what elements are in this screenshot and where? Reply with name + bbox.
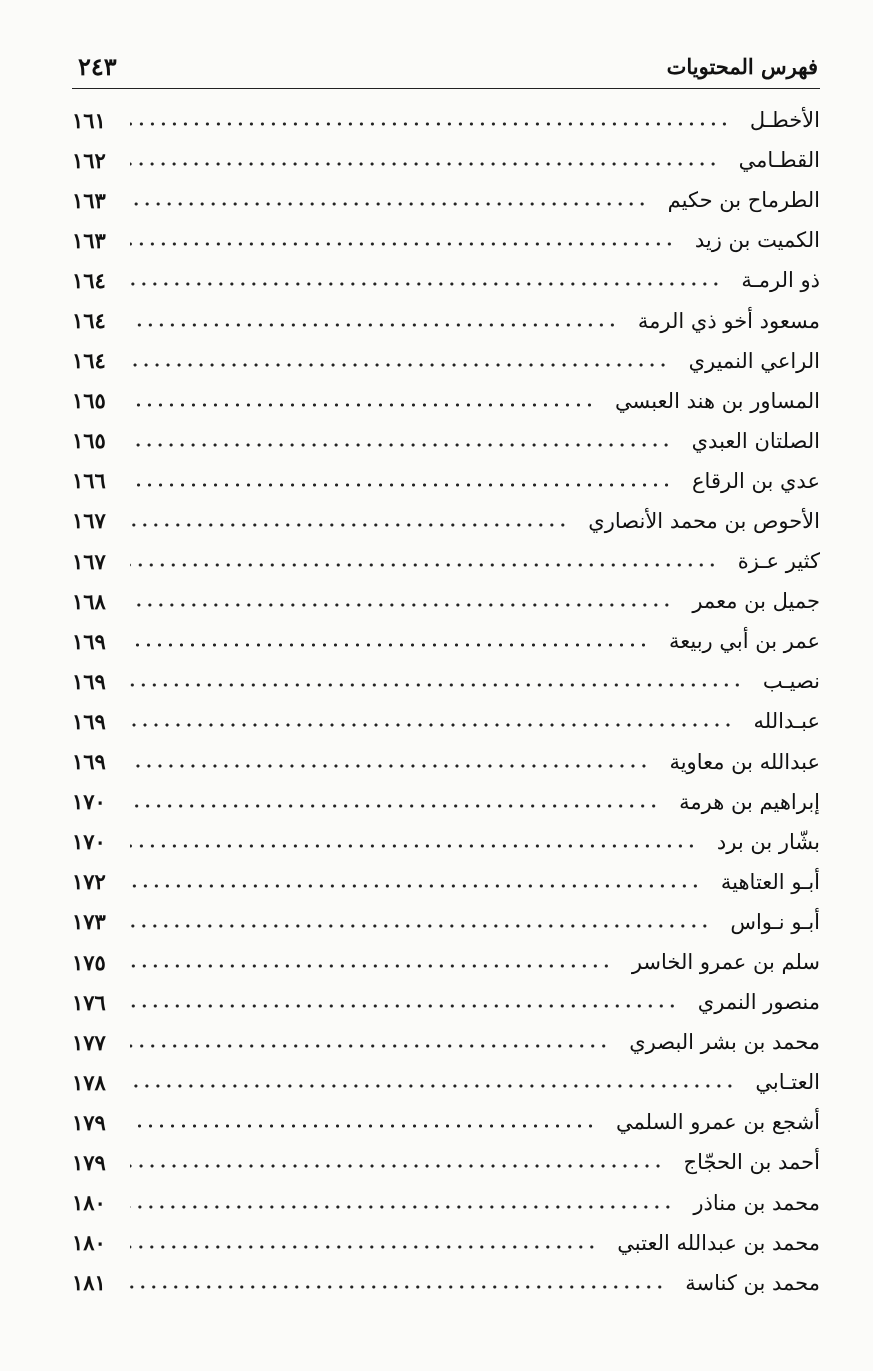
dot-leader — [130, 482, 672, 488]
toc-entry-page: ١٦٩ — [72, 628, 106, 654]
toc-entry-page: ١٦٧ — [72, 508, 106, 534]
toc-entry-title: محمد بن عبدالله العتبي — [617, 1230, 820, 1255]
toc-entry-page: ١٦٨ — [72, 588, 106, 614]
dot-leader — [130, 1163, 664, 1169]
dot-leader — [130, 883, 701, 889]
toc-entry-title: محمد بن بشر البصري — [629, 1030, 820, 1055]
toc-entry — [72, 300, 820, 340]
toc-entry-page: ١٦٣ — [72, 187, 106, 213]
dot-leader — [130, 201, 648, 207]
toc-entry-page: ١٨٠ — [72, 1190, 106, 1216]
dot-leader — [130, 1123, 596, 1129]
dot-leader — [130, 763, 649, 769]
toc-entry — [72, 902, 820, 942]
dot-leader — [130, 803, 659, 809]
toc-entry — [72, 541, 820, 581]
toc-entry-title: الأحوص بن محمد الأنصاري — [588, 508, 820, 533]
toc-entry-page: ١٦٢ — [72, 147, 106, 173]
toc-entry-title: أبـو نـواس — [730, 909, 820, 934]
dot-leader — [130, 1204, 673, 1210]
toc-entry-page: ١٧٠ — [72, 829, 106, 855]
dot-leader — [130, 402, 595, 408]
dot-leader — [130, 522, 568, 528]
toc-entry-title: الراعي النميري — [688, 348, 820, 373]
toc-entry-title: كثير عـزة — [737, 549, 820, 574]
toc-entry — [72, 461, 820, 501]
toc-entry-page: ١٦٥ — [72, 428, 106, 454]
dot-leader — [130, 963, 612, 969]
dot-leader — [130, 1003, 678, 1009]
toc-entry — [72, 180, 820, 220]
toc-entry-page: ١٦٤ — [72, 348, 106, 374]
toc-entry-title: أشجع بن عمرو السلمي — [616, 1110, 820, 1135]
toc-entry — [72, 260, 820, 300]
dot-leader — [130, 1043, 609, 1049]
dot-leader — [130, 161, 719, 167]
toc-entry — [72, 1183, 820, 1223]
toc-entry-page: ١٦٧ — [72, 548, 106, 574]
dot-leader — [130, 642, 649, 648]
toc-entry — [72, 661, 820, 701]
toc-entry-page: ١٧٩ — [72, 1109, 106, 1135]
toc-entry-page: ١٦٦ — [72, 468, 106, 494]
toc-entry-page: ١٧٠ — [72, 789, 106, 815]
toc-entry — [72, 1022, 820, 1062]
toc-entry-title: المساور بن هند العبسي — [614, 388, 820, 413]
toc-entry — [72, 822, 820, 862]
toc-entry-page: ١٦٤ — [72, 267, 106, 293]
dot-leader — [130, 442, 672, 448]
dot-leader — [130, 843, 697, 849]
toc-entry — [72, 341, 820, 381]
toc-entry-title: بشّار بن برد — [716, 829, 820, 854]
toc-entry — [72, 140, 820, 180]
toc-entry-title: مسعود أخو ذي الرمة — [637, 308, 820, 333]
toc-entry-page: ١٧٥ — [72, 949, 106, 975]
toc-entry-page: ١٦١ — [72, 107, 106, 133]
toc-entry-title: الصلتان العبدي — [691, 428, 820, 453]
dot-leader — [130, 1284, 665, 1290]
toc-entry-page: ١٦٥ — [72, 388, 106, 414]
toc-entry-title: محمد بن كناسة — [685, 1270, 820, 1295]
toc-entry-title: عبـدالله — [753, 709, 820, 734]
toc-entry-title: سلم بن عمرو الخاسر — [631, 950, 820, 975]
toc-entry — [72, 982, 820, 1022]
toc-entry-title: الكميت بن زيد — [694, 228, 820, 253]
dot-leader — [130, 241, 675, 247]
toc-entry — [72, 862, 820, 902]
running-header — [72, 50, 820, 89]
toc-entry-page: ١٧٨ — [72, 1069, 106, 1095]
header-page-number: ٢٤٣ — [78, 52, 117, 81]
dot-leader — [130, 923, 710, 929]
toc-entry-title: الطرماح بن حكيم — [667, 188, 820, 213]
toc-entry — [72, 581, 820, 621]
toc-entry — [72, 1263, 820, 1303]
toc-entry — [72, 501, 820, 541]
toc-entry-page: ١٦٤ — [72, 308, 106, 334]
toc-entry — [72, 701, 820, 741]
toc-entry — [72, 942, 820, 982]
toc-entry-page: ١٧٣ — [72, 909, 106, 935]
dot-leader — [130, 1083, 735, 1089]
toc-entry-page: ١٦٩ — [72, 708, 106, 734]
toc-entry-page: ١٦٩ — [72, 668, 106, 694]
toc-entry-title: القطـامي — [738, 148, 820, 173]
toc-entry — [72, 381, 820, 421]
header-title: فهرس المحتويات — [666, 54, 818, 79]
toc-entry-page: ١٦٩ — [72, 749, 106, 775]
toc-entry-title: أحمد بن الحجّاج — [683, 1150, 820, 1175]
dot-leader — [130, 562, 718, 568]
toc-entry — [72, 220, 820, 260]
dot-leader — [130, 602, 672, 608]
toc-entry — [72, 1142, 820, 1182]
toc-entry — [72, 1223, 820, 1263]
toc-entry-page: ١٨٠ — [72, 1230, 106, 1256]
toc-entry-page: ١٦٣ — [72, 227, 106, 253]
toc-entry-title: جميل بن معمر — [692, 589, 820, 614]
toc-entry-page: ١٧٦ — [72, 989, 106, 1015]
toc-entry-page: ١٧٧ — [72, 1029, 106, 1055]
dot-leader — [130, 121, 730, 127]
toc-entry-title: ذو الرمـة — [741, 268, 820, 293]
toc-entry-title: عمر بن أبي ربيعة — [668, 629, 820, 654]
toc-entry — [72, 100, 820, 140]
dot-leader — [130, 1244, 597, 1250]
dot-leader — [130, 281, 721, 287]
toc-entry-title: عبدالله بن معاوية — [669, 749, 820, 774]
toc-entry-page: ١٨١ — [72, 1270, 106, 1296]
toc-entry-title: نصيـب — [762, 669, 820, 694]
toc-entry-page: ١٧٩ — [72, 1149, 106, 1175]
toc-entry — [72, 782, 820, 822]
table-of-contents — [72, 100, 820, 1303]
toc-entry — [72, 1062, 820, 1102]
toc-entry — [72, 1102, 820, 1142]
toc-entry-title: العتـابي — [755, 1070, 820, 1095]
toc-entry — [72, 621, 820, 661]
toc-entry — [72, 421, 820, 461]
toc-entry — [72, 742, 820, 782]
toc-entry-title: الأخطـل — [749, 108, 820, 133]
toc-entry-page: ١٧٢ — [72, 869, 106, 895]
dot-leader — [130, 362, 669, 368]
toc-entry-title: محمد بن مناذر — [693, 1190, 820, 1215]
toc-entry-title: أبـو العتاهية — [720, 869, 820, 894]
dot-leader — [130, 722, 734, 728]
toc-entry-title: إبراهيم بن هرمة — [679, 789, 820, 814]
dot-leader — [130, 322, 618, 328]
toc-entry-title: منصور النمري — [697, 990, 820, 1015]
dot-leader — [130, 682, 743, 688]
toc-entry-title: عدي بن الرقاع — [692, 468, 820, 493]
